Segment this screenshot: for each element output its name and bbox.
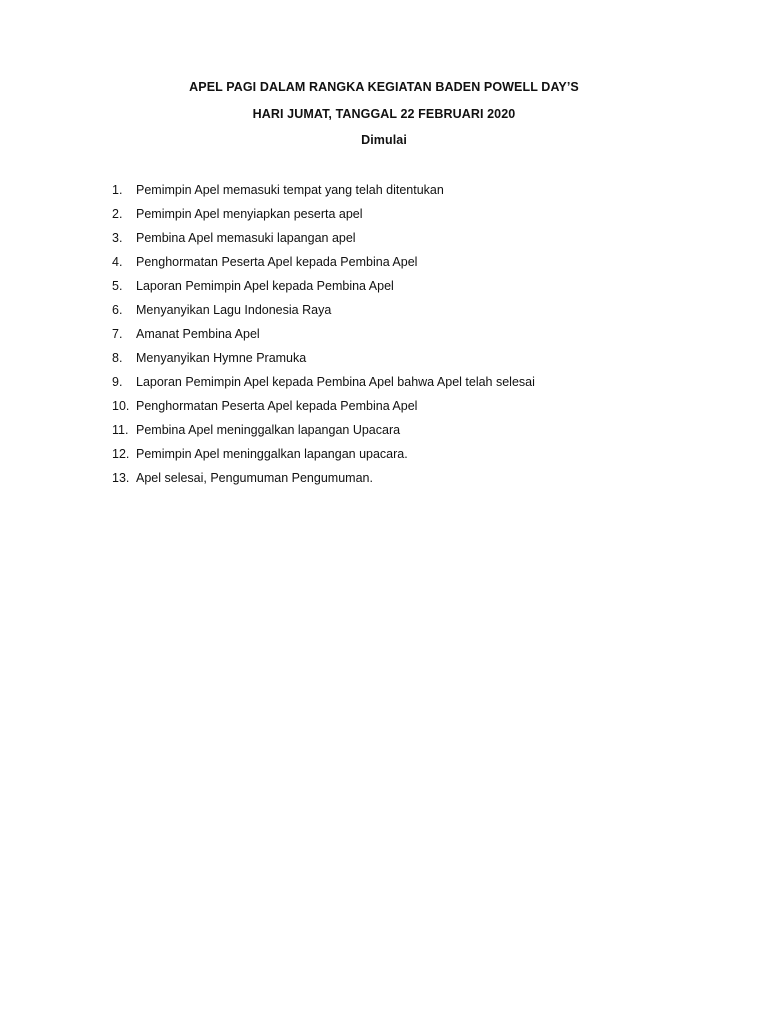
list-item bbox=[112, 230, 535, 254]
list-item-number: 8. bbox=[112, 351, 123, 365]
list-item-number: 6. bbox=[112, 303, 123, 317]
list-item-text: Pembina Apel meninggalkan lapangan Upacara bbox=[136, 423, 401, 437]
agenda-list bbox=[112, 182, 535, 494]
list-item bbox=[112, 278, 535, 302]
list-item bbox=[112, 374, 535, 398]
document-title: APEL PAGI DALAM RANGKA KEGIATAN BADEN POWELL DAY’S bbox=[189, 80, 579, 94]
list-item-number: 11. bbox=[112, 423, 129, 437]
list-item-text: Amanat Pembina Apel bbox=[136, 327, 260, 341]
list-item bbox=[112, 446, 535, 470]
list-item-number: 13. bbox=[112, 471, 130, 485]
list-item bbox=[112, 422, 535, 446]
list-item bbox=[112, 182, 535, 206]
list-item-number: 7. bbox=[112, 327, 123, 341]
list-item-text: Pemimpin Apel meninggalkan lapangan upacara. bbox=[136, 447, 408, 461]
list-item-text: Pemimpin Apel menyiapkan peserta apel bbox=[136, 207, 363, 221]
list-item-text: Pemimpin Apel memasuki tempat yang telah ditentukan bbox=[136, 183, 444, 197]
list-item-number: 2. bbox=[112, 207, 123, 221]
list-item-number: 12. bbox=[112, 447, 130, 461]
list-item-text: Menyanyikan Hymne Pramuka bbox=[136, 351, 307, 365]
list-item-number: 3. bbox=[112, 231, 123, 245]
list-item-text: Apel selesai, Pengumuman Pengumuman. bbox=[136, 471, 373, 485]
list-item-text: Laporan Pemimpin Apel kepada Pembina Apel bbox=[136, 279, 394, 293]
list-item-number: 4. bbox=[112, 255, 123, 269]
list-item bbox=[112, 326, 535, 350]
list-item-number: 5. bbox=[112, 279, 123, 293]
list-item-text: Penghormatan Peserta Apel kepada Pembina Apel bbox=[136, 255, 418, 269]
list-item bbox=[112, 470, 535, 494]
list-item-text: Pembina Apel memasuki lapangan apel bbox=[136, 231, 356, 245]
list-item-text: Menyanyikan Lagu Indonesia Raya bbox=[136, 303, 332, 317]
list-item-number: 1. bbox=[112, 183, 123, 197]
list-item bbox=[112, 398, 535, 422]
list-item bbox=[112, 254, 535, 278]
list-item-text: Penghormatan Peserta Apel kepada Pembina Apel bbox=[136, 399, 418, 413]
start-label: Dimulai bbox=[361, 133, 407, 147]
list-item bbox=[112, 206, 535, 230]
list-item-number: 10. bbox=[112, 399, 130, 413]
list-item-text: Laporan Pemimpin Apel kepada Pembina Apel bahwa Apel telah selesai bbox=[136, 375, 535, 389]
document-date-line: HARI JUMAT, TANGGAL 22 FEBRUARI 2020 bbox=[252, 107, 516, 121]
list-item bbox=[112, 302, 535, 326]
list-item bbox=[112, 350, 535, 374]
list-item-number: 9. bbox=[112, 375, 123, 389]
